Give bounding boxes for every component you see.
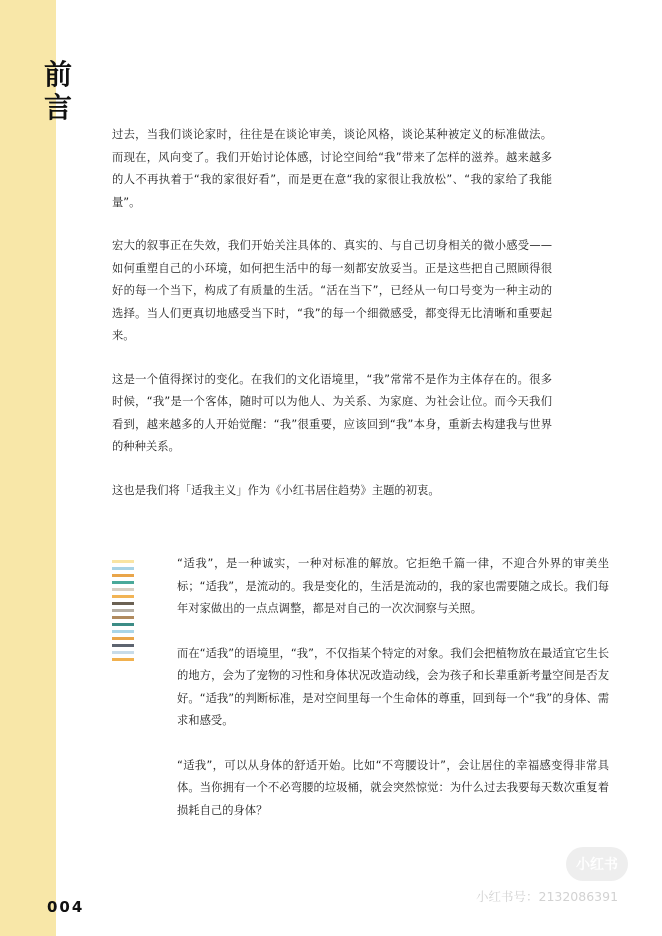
quote-paragraph: “适我”，可以从身体的舒适开始。比如“不弯腰设计”，会让居住的幸福感变得非常具体。当你拥有一个不必弯腰的垃圾桶，就会突然惊觉：为什么过去我要每天数次重复着损耗自己的身体？: [177, 758, 609, 817]
color-stripe: [112, 588, 134, 591]
quote-paragraph: “适我”，是一种诚实，一种对标准的解放。它拒绝千篇一律，不迎合外界的审美坐标；“适我”，是流动的。我是变化的，生活是流动的，我的家也需要随之成长。我们每年对家做出的一点点调整，都是对自己的一次次洞察与关照。: [177, 557, 609, 615]
color-stripe: [112, 651, 134, 654]
color-stripe: [112, 567, 134, 570]
color-stripe: [112, 560, 134, 563]
color-stripe: [112, 574, 134, 577]
color-stripe: [112, 644, 134, 647]
page-number: 004: [47, 898, 85, 916]
watermark-logo: 小红书: [566, 847, 628, 881]
quote-block: [177, 553, 609, 844]
page-title: [44, 58, 84, 124]
color-stripe: [112, 658, 134, 661]
preface-body: [112, 124, 552, 523]
paragraph: 过去，当我们谈论家时，往往是在谈论审美，谈论风格，谈论某种被定义的标准做法。而现在，风向变了。我们开始讨论体感，讨论空间给“我”带来了怎样的滋养。越来越多的人不再执着于“我的家很好看”，而是更在意“我的家很让我放松”、“我的家给了我能量”。: [112, 128, 552, 209]
color-stripe: [112, 616, 134, 619]
color-stripe: [112, 609, 134, 612]
color-stripe: [112, 595, 134, 598]
color-stripe: [112, 581, 134, 584]
decorative-color-stripes: [112, 560, 134, 665]
paragraph: 这是一个值得探讨的变化。在我们的文化语境里，“我”常常不是作为主体存在的。很多时候，“我”是一个客体，随时可以为他人、为关系、为家庭、为社会让位。而今天我们看到，越来越多的人开始觉醒：“我”很重要，应该回到“我”本身，重新去构建我与世界的种种关系。: [112, 372, 552, 453]
title-char-1: 前: [44, 58, 73, 91]
watermark-account-id: 小红书号：2132086391: [476, 889, 619, 904]
color-stripe: [112, 602, 134, 605]
color-stripe: [112, 623, 134, 626]
side-color-band: [0, 0, 56, 936]
color-stripe: [112, 630, 134, 633]
paragraph: 这也是我们将「适我主义」作为《小红书居住趋势》主题的初衷。: [112, 483, 440, 497]
title-char-2: 言: [44, 91, 73, 124]
paragraph: 宏大的叙事正在失效，我们开始关注具体的、真实的、与自己切身相关的微小感受——如何重塑自己的小环境，如何把生活中的每一刻都安放妥当。正是这些把自己照顾得很好的每一个当下，构成了有质量的生活。“活在当下”，已经从一句口号变为一种主动的选择。当人们更真切地感受当下时，“我”的每一个细微感受，都变得无比清晰和重要起来。: [112, 239, 552, 342]
color-stripe: [112, 637, 134, 640]
quote-paragraph: 而在“适我”的语境里，“我”，不仅指某个特定的对象。我们会把植物放在最适宜它生长的地方，会为了宠物的习性和身体状况改造动线，会为孩子和长辈重新考量空间是否友好。“适我”的判断标准，是对空间里每一个生命体的尊重，回到每一个“我”的身体、需求和感受。: [177, 646, 609, 727]
